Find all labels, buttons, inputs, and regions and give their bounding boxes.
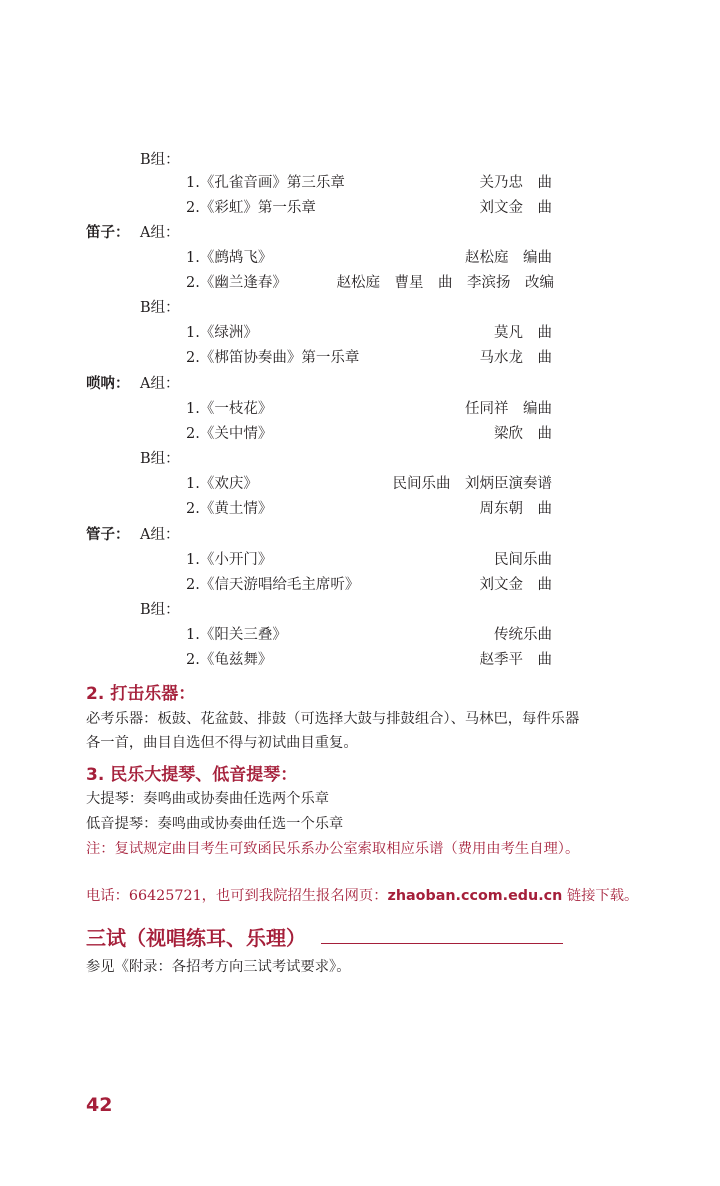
piece-title: 2.《彩虹》第一乐章	[186, 200, 316, 216]
piece-title: 2.《关中情》	[186, 426, 273, 442]
piece-credit: 赵季平 曲	[479, 652, 552, 668]
group-label: B组：	[140, 451, 180, 467]
contact-suffix: 链接下载。	[562, 888, 639, 904]
piece-title: 1.《绿洲》	[186, 325, 258, 341]
percussion-text: 必考乐器：板鼓、花盆鼓、排鼓（可选择大鼓与排鼓组合）、马林巴，每件乐器各一首，曲目自选但不得与初试曲目重复。	[86, 711, 580, 751]
registration-link[interactable]: zhaoban.ccom.edu.cn	[387, 888, 563, 904]
piece-title: 1.《一枝花》	[186, 401, 273, 417]
piece-title: 1.《孔雀音画》第三乐章	[186, 175, 345, 191]
instrument-label-dizi: 笛子：	[86, 225, 130, 241]
section-heading-bass: 3. 民乐大提琴、低音提琴：	[86, 765, 298, 785]
piece-credit: 赵松庭 编曲	[465, 250, 552, 266]
group-label: A组：	[140, 225, 180, 241]
piece-title: 2.《梆笛协奏曲》第一乐章	[186, 350, 360, 366]
piece-title: 1.《欢庆》	[186, 476, 258, 492]
instrument-label-guanzi: 管子：	[86, 527, 130, 543]
piece-title: 2.《黄土情》	[186, 501, 273, 517]
piece-title: 1.《小开门》	[186, 552, 273, 568]
piece-credit: 民间乐曲 刘炳臣演奏谱	[392, 476, 552, 492]
piece-credit: 关乃忠 曲	[479, 175, 552, 191]
piece-credit: 周东朝 曲	[479, 501, 552, 517]
piece-credit: 刘文金 曲	[479, 200, 552, 216]
piece-credit: 莫凡 曲	[494, 325, 552, 341]
piece-credit: 民间乐曲	[494, 552, 552, 568]
piece-credit: 传统乐曲	[494, 627, 552, 643]
contact-line	[86, 884, 646, 908]
group-label: B组：	[140, 152, 180, 168]
piece-title: 2.《幽兰逢春》	[186, 275, 287, 291]
piece-credit: 赵松庭 曹星 曲 李滨扬 改编	[336, 275, 554, 291]
note-text: 注：复试规定曲目考生可致函民乐系办公室索取相应乐谱（费用由考生自理）。	[86, 841, 580, 857]
group-label: B组：	[140, 602, 180, 618]
instrument-label-suona: 唢呐：	[86, 376, 130, 392]
third-exam-text: 参见《附录：各招考方向三试考试要求》。	[86, 959, 351, 975]
group-label: B组：	[140, 300, 180, 316]
third-exam-heading: 三试（视唱练耳、乐理）	[86, 926, 306, 950]
page-number: 42	[86, 1094, 113, 1116]
group-label: A组：	[140, 376, 180, 392]
cello-requirement: 大提琴：奏鸣曲或协奏曲任选两个乐章	[86, 791, 330, 807]
group-label: A组：	[140, 527, 180, 543]
piece-title: 2.《龟兹舞》	[186, 652, 273, 668]
piece-title: 1.《阳关三叠》	[186, 627, 287, 643]
heading-rule	[321, 943, 563, 944]
piece-credit: 刘文金 曲	[479, 577, 552, 593]
double-bass-requirement: 低音提琴：奏鸣曲或协奏曲任选一个乐章	[86, 816, 344, 832]
piece-title: 2.《信天游唱给毛主席听》	[186, 577, 360, 593]
section-heading-percussion: 2. 打击乐器：	[86, 684, 196, 704]
contact-prefix: 电话：66425721，也可到我院招生报名网页：	[86, 888, 388, 904]
piece-credit: 马水龙 曲	[479, 350, 552, 366]
piece-credit: 任同祥 编曲	[465, 401, 552, 417]
piece-credit: 梁欣 曲	[494, 426, 552, 442]
piece-title: 1.《鹧鸪飞》	[186, 250, 273, 266]
